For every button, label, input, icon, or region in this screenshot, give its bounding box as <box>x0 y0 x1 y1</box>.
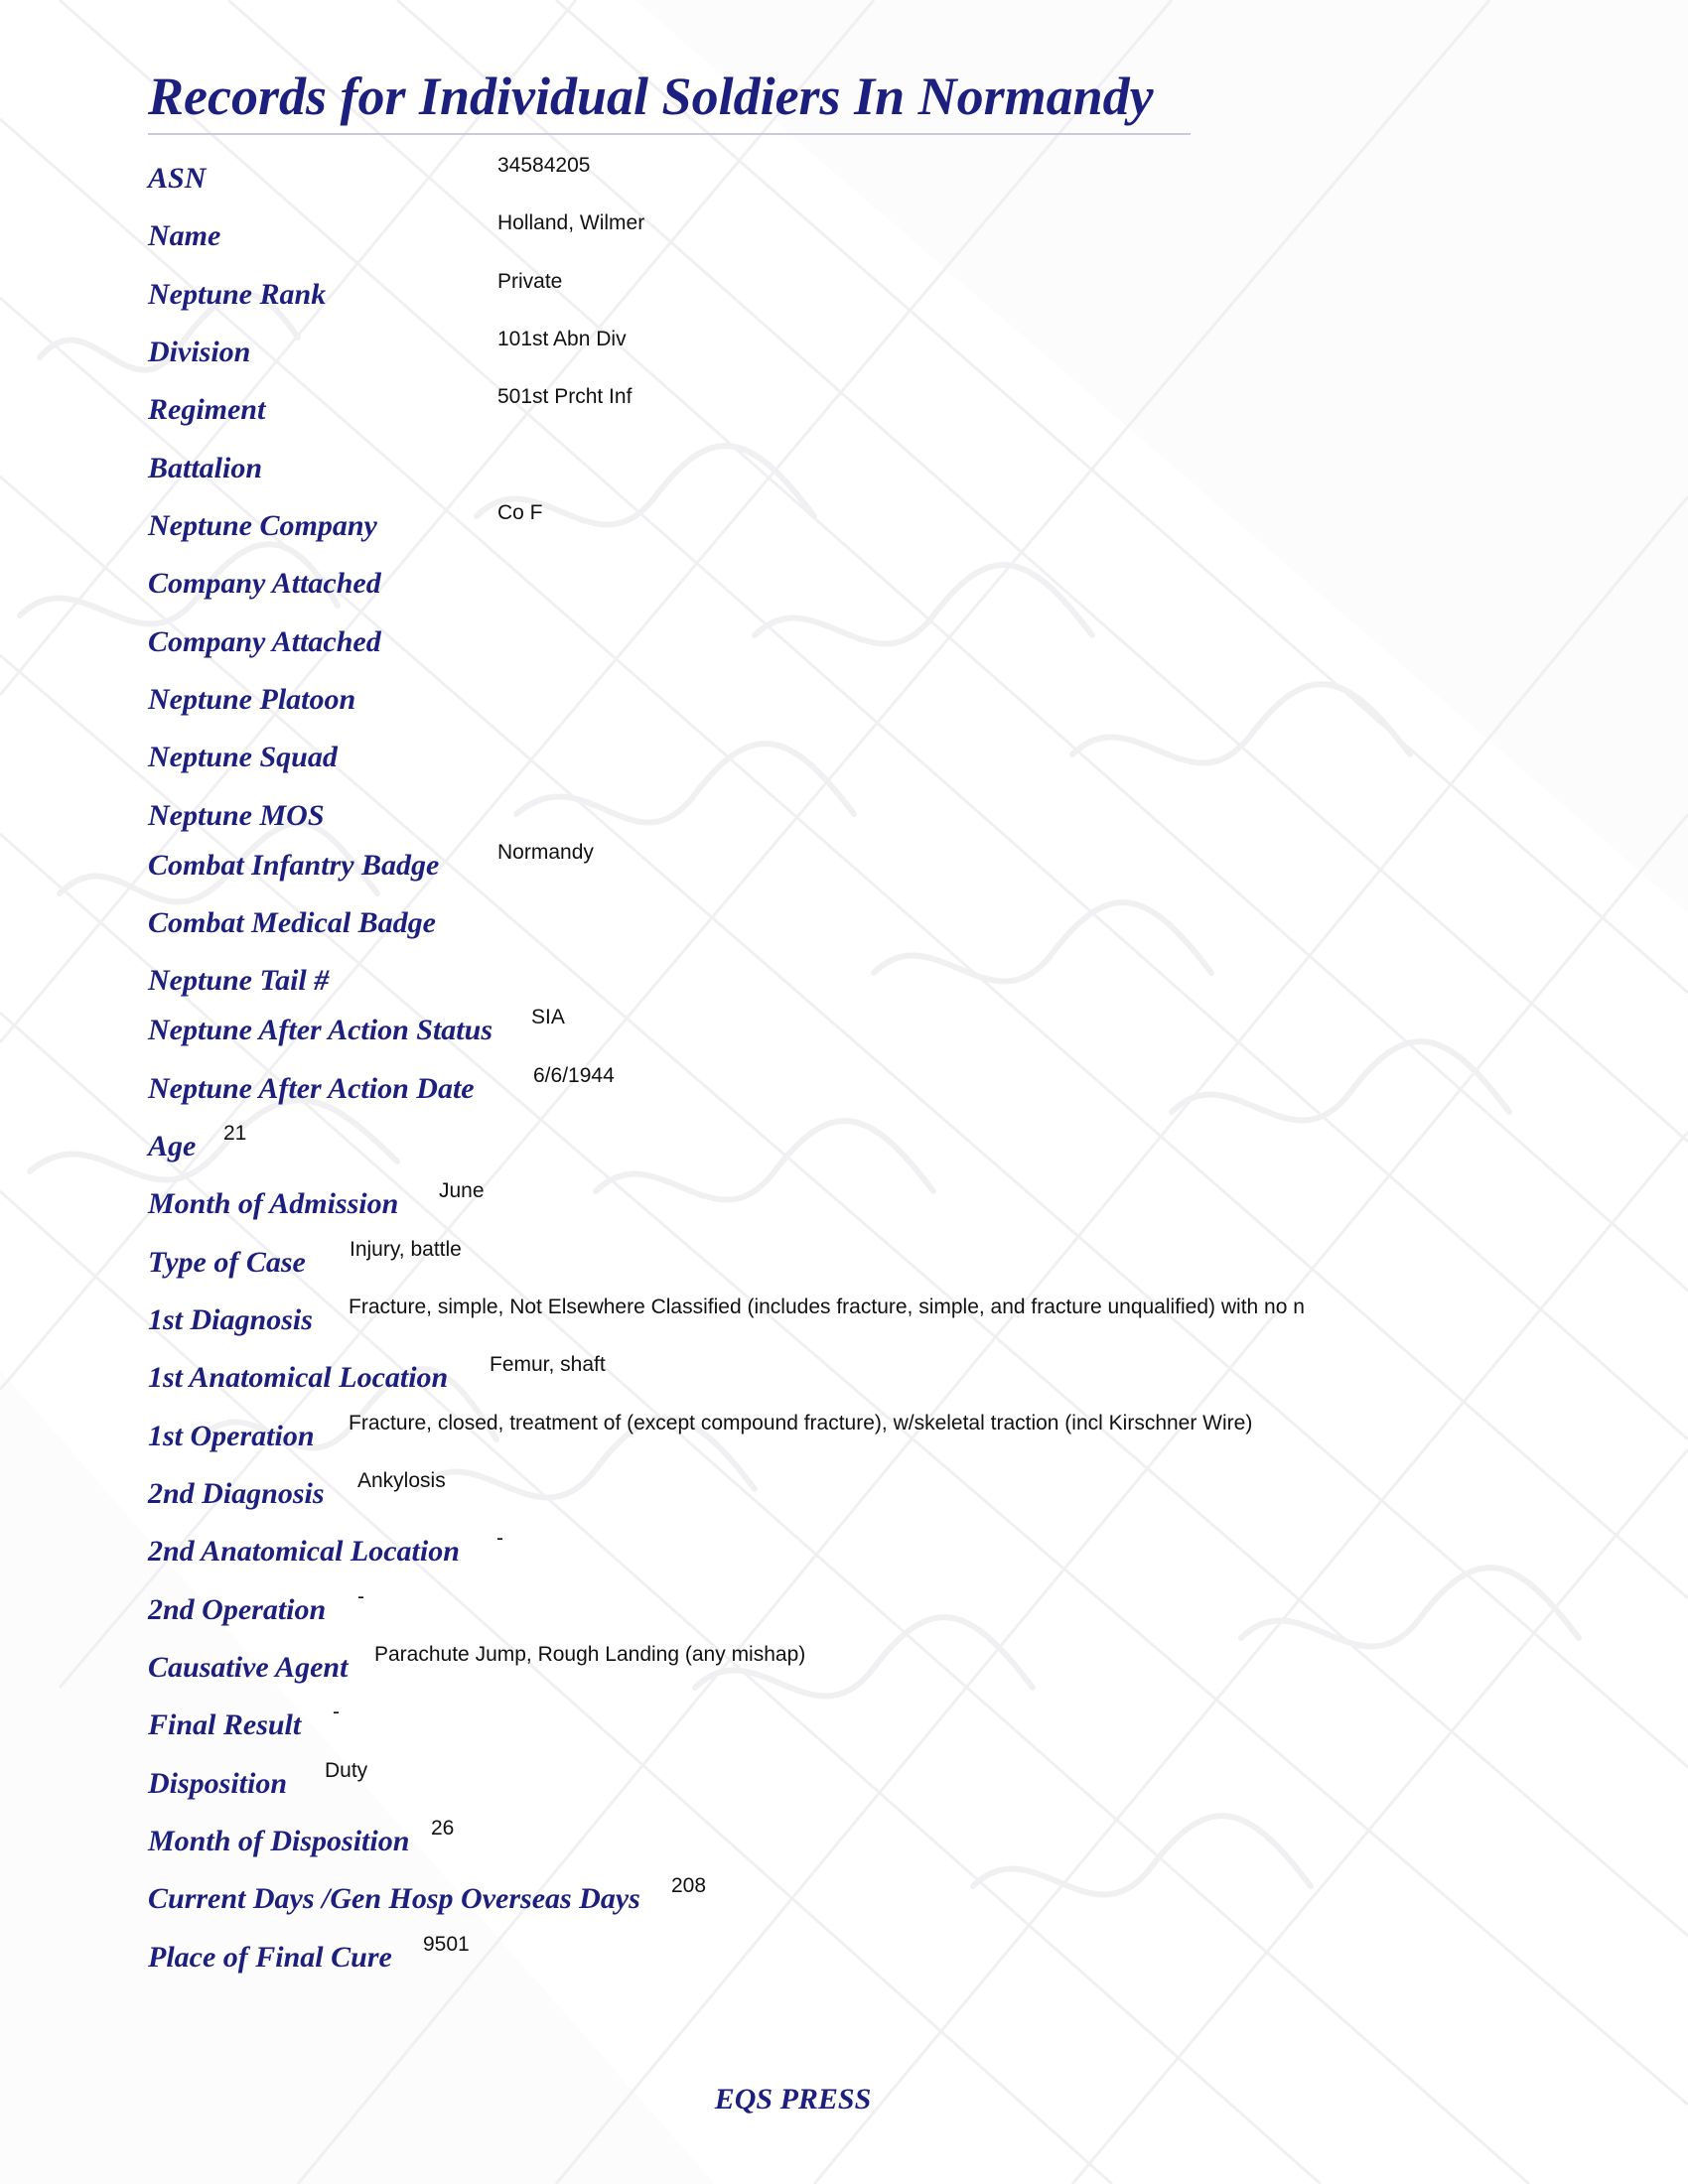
field-label: Regiment <box>148 393 266 426</box>
field-label: 1st Anatomical Location <box>148 1361 449 1394</box>
field-label: Battalion <box>148 452 263 484</box>
field-value: Fracture, closed, treatment of (except compound fracture), w/skeletal traction (incl Kirschner Wire) <box>349 1412 1253 1434</box>
title-divider <box>148 133 1191 135</box>
field-value: Fracture, simple, Not Elsewhere Classified (includes fracture, simple, and fracture unqualified) with no n <box>349 1296 1305 1318</box>
field-label: Place of Final Cure <box>148 1941 392 1974</box>
field-label: Neptune After Action Status <box>148 1014 492 1046</box>
field-label: Neptune Tail # <box>148 964 330 997</box>
field-value: Normandy <box>497 841 594 864</box>
field-label: Company Attached <box>148 625 381 658</box>
field-label: Company Attached <box>148 567 381 600</box>
field-label: Neptune Rank <box>148 278 327 311</box>
field-label: Neptune MOS <box>148 799 325 832</box>
field-value: Duty <box>325 1759 368 1782</box>
field-value: - <box>333 1701 340 1723</box>
field-label: Type of Case <box>148 1246 306 1279</box>
field-label: Neptune Squad <box>148 741 338 773</box>
field-value: Parachute Jump, Rough Landing (any mishap) <box>374 1643 806 1666</box>
field-label: Final Result <box>148 1708 302 1741</box>
publisher-footer: EQS PRESS <box>714 2083 872 2116</box>
field-label: Age <box>148 1130 197 1162</box>
field-value: 6/6/1944 <box>533 1064 615 1087</box>
field-label: Current Days /Gen Hosp Overseas Days <box>148 1882 640 1915</box>
field-value: - <box>496 1527 503 1550</box>
field-label: 1st Diagnosis <box>148 1303 313 1336</box>
field-value: Co F <box>497 501 543 524</box>
field-value: 101st Abn Div <box>497 328 627 350</box>
field-label: Name <box>148 219 221 252</box>
field-label: 1st Operation <box>148 1420 315 1452</box>
field-label: Month of Admission <box>148 1187 399 1220</box>
field-label: Division <box>148 336 251 368</box>
field-value: SIA <box>531 1006 565 1028</box>
field-value: 21 <box>223 1122 247 1145</box>
field-label: 2nd Diagnosis <box>148 1477 325 1510</box>
field-label: Neptune Platoon <box>148 683 356 716</box>
field-value: 9501 <box>423 1933 470 1956</box>
field-value: 501st Prcht Inf <box>497 385 633 408</box>
field-label: ASN <box>148 162 207 195</box>
page-title: Records for Individual Soldiers In Normandy <box>148 67 1154 126</box>
field-label: Neptune Company <box>148 509 377 542</box>
field-label: 2nd Operation <box>148 1593 327 1626</box>
field-value: 34584205 <box>497 154 591 177</box>
field-label: Disposition <box>148 1767 288 1800</box>
field-value: Injury, battle <box>350 1238 462 1261</box>
field-value: 26 <box>431 1817 455 1840</box>
field-label: Combat Medical Badge <box>148 906 436 939</box>
field-label: Month of Disposition <box>148 1825 410 1857</box>
field-value: 208 <box>671 1874 707 1897</box>
field-label: 2nd Anatomical Location <box>148 1535 460 1568</box>
field-label: Neptune After Action Date <box>148 1072 475 1105</box>
field-label: Combat Infantry Badge <box>148 849 440 882</box>
field-value: - <box>357 1585 364 1608</box>
field-value: Holland, Wilmer <box>497 211 645 234</box>
field-value: Ankylosis <box>357 1469 446 1492</box>
field-value: Femur, shaft <box>490 1353 606 1376</box>
field-value: June <box>439 1179 485 1202</box>
field-value: Private <box>497 270 563 293</box>
field-label: Causative Agent <box>148 1651 349 1684</box>
